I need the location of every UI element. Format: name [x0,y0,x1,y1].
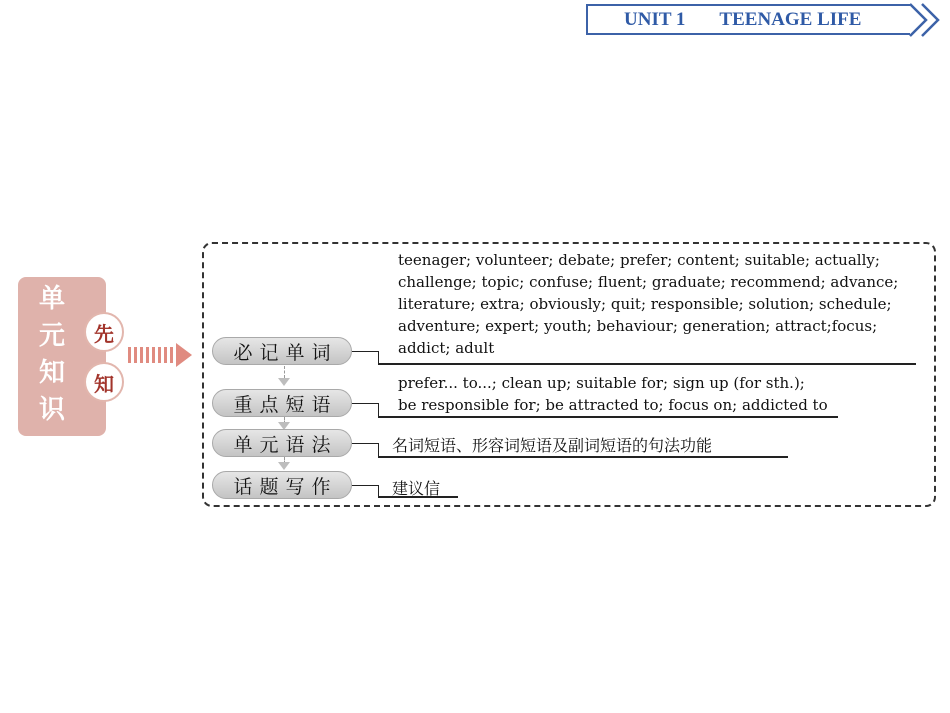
tile-char: 元 [38,321,65,351]
words-line: addict; adult [398,339,495,357]
writing-text: 建议信 [392,479,441,498]
words-line: literature; extra; obviously; quit; responsible; solution; schedule; [398,295,892,313]
bracket-tick [352,351,378,352]
unit-title: TEENAGE LIFE [719,8,862,30]
bracket-line [378,443,379,457]
bracket-tick [352,403,378,404]
unit-knowledge-tile [18,277,106,436]
badge-zhi: 知 [84,362,124,402]
down-arrow-icon [278,462,290,470]
tile-char: 单 [38,284,65,314]
header-banner [586,4,910,35]
words-line: adventure; expert; youth; behaviour; generation; attract;focus; [398,317,878,335]
words-line: teenager; volunteer; debate; prefer; content; suitable; actually; [398,251,880,269]
phrases-line: be responsible for; be attracted to; focus on; addicted to [398,396,828,414]
arrow-right-icon [128,343,196,367]
grammar-text: 名词短语、形容词短语及副词短语的句法功能 [392,436,713,455]
words-line: challenge; topic; confuse; fluent; graduate; recommend; advance; [398,273,899,291]
underline [378,456,788,458]
chevron-right-icon [906,0,948,40]
underline [378,416,838,418]
down-arrow-icon [278,378,290,386]
bracket-tick [352,443,378,444]
badge-xian: 先 [84,312,124,352]
pill-grammar: 单元语法 [212,429,352,457]
tile-char: 知 [38,358,65,388]
unit-label: UNIT 1 [624,8,686,30]
pill-key-words: 必记单词 [212,337,352,365]
pill-key-phrases: 重点短语 [212,389,352,417]
tile-char: 识 [38,395,65,425]
bracket-line [378,403,379,417]
underline [378,363,916,365]
phrases-line: prefer... to...; clean up; suitable for; sign up (for sth.); [398,374,805,392]
connector-line [284,366,285,378]
pill-topic-writing: 话题写作 [212,471,352,499]
bracket-tick [352,485,378,486]
